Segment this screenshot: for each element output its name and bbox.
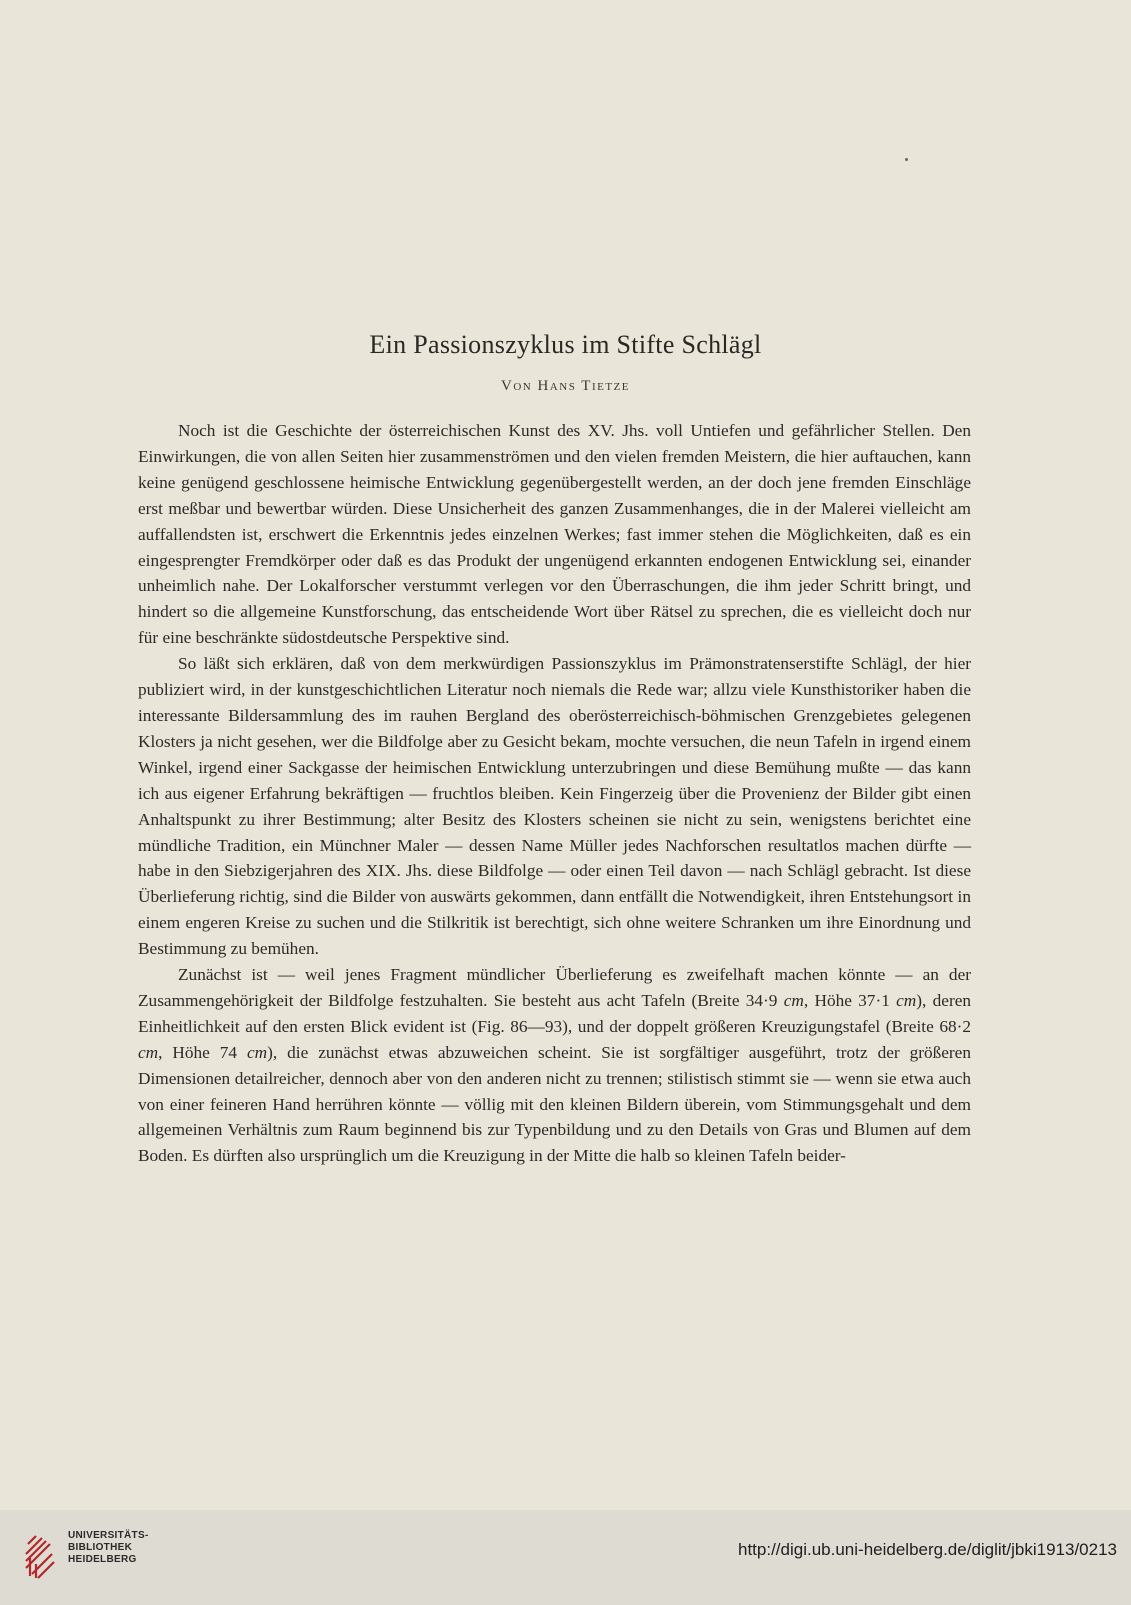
library-name-line: UNIVERSITÄTS- xyxy=(68,1530,149,1541)
body-paragraph xyxy=(138,651,971,962)
article-body xyxy=(138,418,971,1169)
library-name xyxy=(68,1530,149,1566)
paragraph-text: ), deren Einheitlichkeit auf den ersten Blick evident ist (Fig. 86—93), und der doppelt größeren Kreuzigungstafel (Breite 68·2 xyxy=(138,990,972,1036)
paragraph-text: Noch ist die Geschichte der österreichischen Kunst des XV. Jhs. voll Untiefen und gefährlicher Stellen. Den Einwirkungen, die von allen Seiten hier zusammenströmen und den vielen fremden Meistern, die hier auftauchen, kann keine genügend geschlossene heimische Entwicklung gegenübergestellt werden, an der doch jene fremden Einschläge erst meßbar und bewertbar würden. Diese Unsicherheit des ganzen Zusammenhanges, die in der Malerei vielleicht am auffallendsten ist, erschwert die Erkenntnis jedes einzelnen Werkes; fast immer stehen die Möglichkeiten, daß es ein eingesprengter Fremdkörper oder daß es das Produkt der ungenügend erkannten endogenen Entwicklung sei, einander unheimlich nahe. Der Lokalforscher verstummt verlegen vor den Überraschungen, die ihm jeder Schritt bringt, und hindert so die allgemeine Kunstforschung, das entscheidende Wort über Rätsel zu sprechen, die es vielleicht doch nur für eine beschränkte südostdeutsche Perspektive sind. xyxy=(138,421,971,648)
unit-text: cm xyxy=(138,1042,159,1062)
unit-text: cm xyxy=(783,990,804,1010)
paragraph-text: So läßt sich erklären, daß von dem merkwürdigen Passionszyklus im Prämonstratenserstifte Schlägl, der hier publiziert wird, in der kunstgeschichtlichen Literatur noch niemals die Rede war; allzu viele Kunsthistoriker haben die interessante Bildersammlung des im rauhen Bergland des oberösterreichisch-böhmischen Grenzgebietes gelegenen Klosters ja nicht gesehen, wer die Bildfolge aber zu Gesicht bekam, mochte versuchen, die neun Tafeln in irgend einem Winkel, irgend einer Sackgasse der heimischen Entwicklung unterzubringen und diese Bemühung mußte — das kann ich aus eigener Erfahrung bekräftigen — fruchtlos bleiben. Kein Fingerzeig über die Provenienz der Bilder gibt einen Anhaltspunkt zu ihrer Bestimmung; alter Besitz des Klosters scheinen sie nicht zu sein, wenigstens berichtet eine mündliche Tradition, ein Münchner Maler — dessen Name Müller jedes Nachforschen resultatlos machen dürfte — habe in den Siebzigerjahren des XIX. Jhs. diese Bildfolge — oder einen Teil davon — nach Schlägl gebracht. Ist diese Überlieferung richtig, sind die Bilder von auswärts gekommen, dann entfällt die Notwendigkeit, ihren Entstehungsort in einem engeren Kreise zu suchen und die Stilkritik ist berechtigt, sich ohne weitere Schranken um ihre Einordnung und Bestimmung zu bemühen. xyxy=(138,654,971,959)
body-paragraph xyxy=(138,418,971,651)
library-name-line: HEIDELBERG xyxy=(68,1554,137,1565)
article-byline: Von Hans Tietze xyxy=(501,378,630,394)
library-logo-icon xyxy=(22,1528,66,1580)
paragraph-text: ), die zunächst etwas abzuweichen scheint. Sie ist sorgfältiger ausgeführt, trotz der größeren Dimensionen detailreicher, dennoch aber von den anderen nicht zu trennen; stilistisch stimmt sie — wenn sie etwa auch von einer feineren Hand herrühren könnte — völlig mit den kleinen Bildern überein, vom Stimmungsgehalt und dem allgemeinen Verhältnis zum Raum beginnend bis zur Typenbildung und zu den Details von Gras und Blumen auf dem Boden. Es dürften also ursprünglich um die Kreuzigung in der Mitte die halb so kleinen Tafeln beider- xyxy=(138,1042,971,1166)
unit-text: cm xyxy=(247,1042,268,1062)
article-title: Ein Passionszyklus im Stifte Schlägl xyxy=(369,330,762,359)
paragraph-text: Zunächst ist — weil jenes Fragment mündlicher Überlieferung es zweifelhaft machen könnte — an der Zusammengehörigkeit der Bildfolge festzuhalten. Sie besteht aus acht Tafeln (Breite 34·9 xyxy=(138,965,971,1010)
body-paragraph xyxy=(138,962,971,1169)
library-name-line: BIBLIOTHEK xyxy=(68,1542,133,1553)
unit-text: cm xyxy=(896,990,917,1010)
paragraph-text: , Höhe 37·1 xyxy=(803,990,897,1010)
scan-speck xyxy=(905,158,908,161)
footer-bar xyxy=(0,1510,1131,1605)
source-url[interactable]: http://digi.ub.uni-heidelberg.de/diglit/jbki1913/0213 xyxy=(738,1540,1117,1559)
paragraph-text: , Höhe 74 xyxy=(158,1042,247,1062)
